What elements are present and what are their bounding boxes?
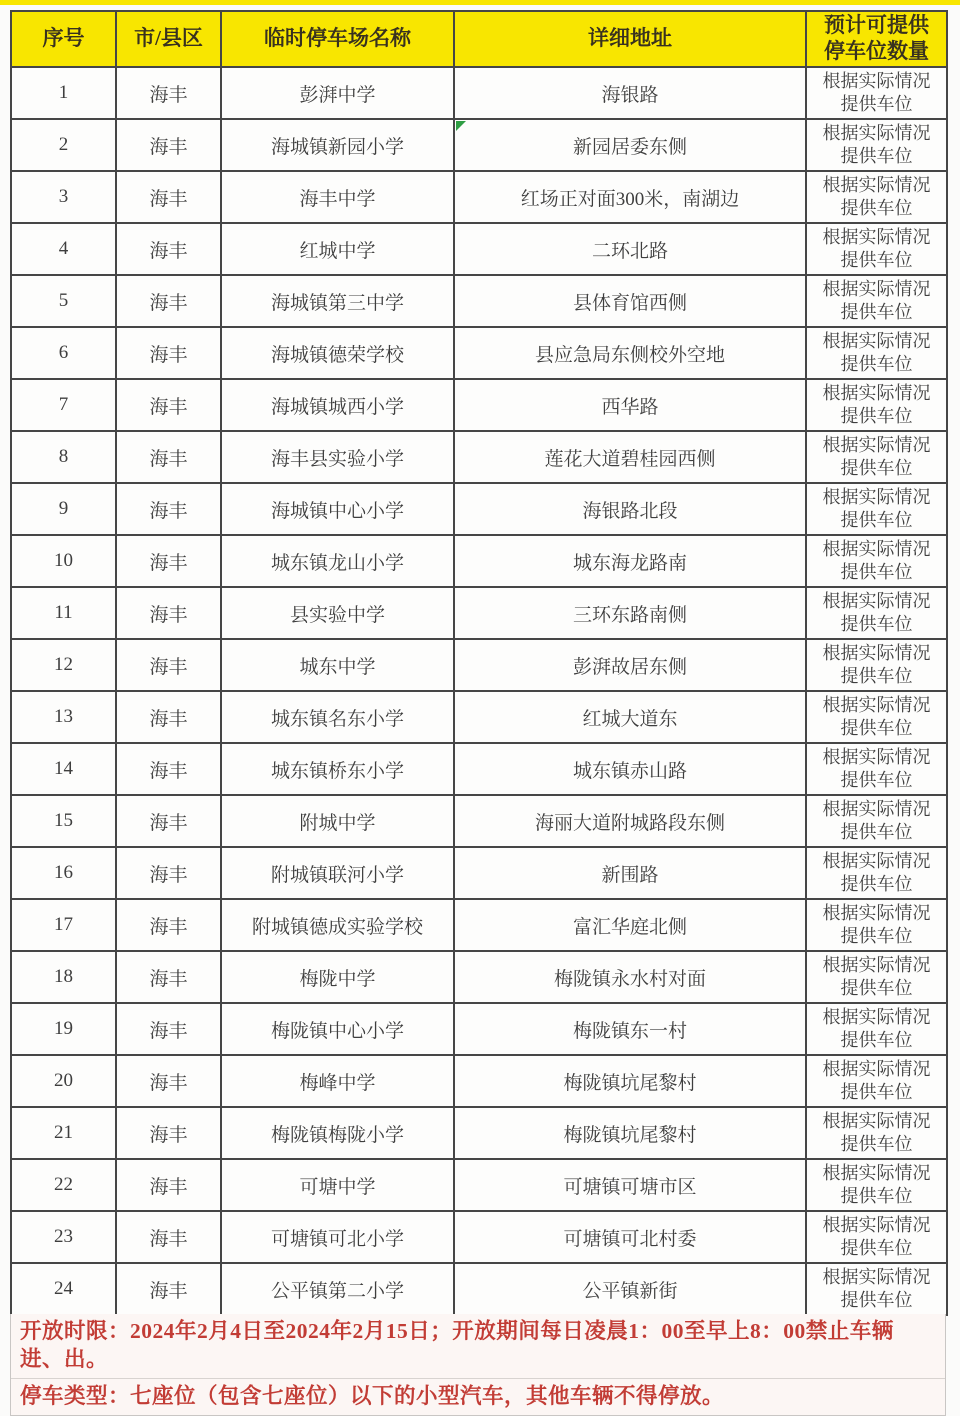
cell-district: 海丰 (116, 535, 221, 587)
table-row (11, 847, 947, 899)
yellow-top-strip (0, 0, 960, 5)
cell-seq: 5 (11, 275, 116, 327)
cell-seq: 12 (11, 639, 116, 691)
cell-lot-name: 海丰中学 (221, 171, 454, 223)
cell-district: 海丰 (116, 1211, 221, 1263)
cell-capacity: 根据实际情况提供车位 (806, 1055, 947, 1107)
cell-address: 二环北路 (454, 223, 806, 275)
cell-seq: 20 (11, 1055, 116, 1107)
cell-address: 海银路北段 (454, 483, 806, 535)
cell-capacity: 根据实际情况提供车位 (806, 795, 947, 847)
cell-capacity: 根据实际情况提供车位 (806, 379, 947, 431)
cell-seq: 16 (11, 847, 116, 899)
table-row (11, 639, 947, 691)
cell-seq: 21 (11, 1107, 116, 1159)
table-row (11, 691, 947, 743)
cell-address: 三环东路南侧 (454, 587, 806, 639)
cell-lot-name: 红城中学 (221, 223, 454, 275)
header-row (11, 11, 947, 67)
cell-district: 海丰 (116, 1055, 221, 1107)
cell-seq: 1 (11, 67, 116, 119)
table-row (11, 1107, 947, 1159)
cell-seq: 3 (11, 171, 116, 223)
cell-address: 莲花大道碧桂园西侧 (454, 431, 806, 483)
cell-district: 海丰 (116, 223, 221, 275)
cell-lot-name: 公平镇第二小学 (221, 1263, 454, 1315)
cell-capacity: 根据实际情况提供车位 (806, 1107, 947, 1159)
cell-district: 海丰 (116, 327, 221, 379)
cell-seq: 8 (11, 431, 116, 483)
cell-capacity: 根据实际情况提供车位 (806, 743, 947, 795)
note-open-hours: 开放时限：2024年2月4日至2024年2月15日；开放期间每日凌晨1：00至早上8：00禁止车辆进、出。 (20, 1319, 894, 1371)
cell-address: 西华路 (454, 379, 806, 431)
cell-lot-name: 彭湃中学 (221, 67, 454, 119)
cell-lot-name: 县实验中学 (221, 587, 454, 639)
cell-lot-name: 海城镇第三中学 (221, 275, 454, 327)
cell-address: 可塘镇可塘市区 (454, 1159, 806, 1211)
cell-seq: 14 (11, 743, 116, 795)
cell-capacity: 根据实际情况提供车位 (806, 1003, 947, 1055)
cell-capacity: 根据实际情况提供车位 (806, 587, 947, 639)
cell-lot-name: 海城镇德荣学校 (221, 327, 454, 379)
table-row (11, 1055, 947, 1107)
cell-address: 县体育馆西侧 (454, 275, 806, 327)
cell-capacity: 根据实际情况提供车位 (806, 1211, 947, 1263)
table-row (11, 67, 947, 119)
header-district: 市/县区 (116, 11, 221, 67)
cell-seq: 24 (11, 1263, 116, 1315)
cell-lot-name: 海城镇新园小学 (221, 119, 454, 171)
cell-address: 富汇华庭北侧 (454, 899, 806, 951)
table-row (11, 119, 947, 171)
table-row (11, 275, 947, 327)
cell-district: 海丰 (116, 691, 221, 743)
header-address: 详细地址 (454, 11, 806, 67)
cell-capacity: 根据实际情况提供车位 (806, 327, 947, 379)
cell-district: 海丰 (116, 379, 221, 431)
table-row (11, 1003, 947, 1055)
table-row (11, 327, 947, 379)
cell-seq: 22 (11, 1159, 116, 1211)
table-row (11, 223, 947, 275)
cell-address: 梅陇镇永水村对面 (454, 951, 806, 1003)
cell-lot-name: 海城镇中心小学 (221, 483, 454, 535)
table-row (11, 483, 947, 535)
cell-lot-name: 城东中学 (221, 639, 454, 691)
cell-capacity: 根据实际情况提供车位 (806, 223, 947, 275)
cell-capacity: 根据实际情况提供车位 (806, 951, 947, 1003)
table-row (11, 535, 947, 587)
cell-lot-name: 海丰县实验小学 (221, 431, 454, 483)
cell-capacity: 根据实际情况提供车位 (806, 171, 947, 223)
cell-address: 梅陇镇东一村 (454, 1003, 806, 1055)
cell-seq: 6 (11, 327, 116, 379)
cell-address: 新园居委东侧 (454, 119, 806, 171)
cell-lot-name: 梅陇镇梅陇小学 (221, 1107, 454, 1159)
cell-district: 海丰 (116, 795, 221, 847)
cell-seq: 19 (11, 1003, 116, 1055)
cell-capacity: 根据实际情况提供车位 (806, 483, 947, 535)
cell-lot-name: 梅陇镇中心小学 (221, 1003, 454, 1055)
cell-lot-name: 海城镇城西小学 (221, 379, 454, 431)
table-row (11, 795, 947, 847)
table-row (11, 1211, 947, 1263)
cell-seq: 7 (11, 379, 116, 431)
cell-district: 海丰 (116, 1003, 221, 1055)
cell-lot-name: 城东镇龙山小学 (221, 535, 454, 587)
cell-lot-name: 附城中学 (221, 795, 454, 847)
cell-capacity: 根据实际情况提供车位 (806, 431, 947, 483)
cell-capacity: 根据实际情况提供车位 (806, 1263, 947, 1315)
cell-capacity: 根据实际情况提供车位 (806, 1159, 947, 1211)
notes-section (10, 1314, 946, 1416)
table-body (11, 67, 947, 1315)
cell-capacity: 根据实际情况提供车位 (806, 899, 947, 951)
cell-lot-name: 梅陇中学 (221, 951, 454, 1003)
cell-seq: 2 (11, 119, 116, 171)
cell-address: 可塘镇可北村委 (454, 1211, 806, 1263)
cell-lot-name: 梅峰中学 (221, 1055, 454, 1107)
cell-lot-name: 可塘中学 (221, 1159, 454, 1211)
parking-lots-table (10, 10, 948, 1316)
cell-district: 海丰 (116, 743, 221, 795)
cell-address: 海丽大道附城路段东侧 (454, 795, 806, 847)
cell-address: 公平镇新街 (454, 1263, 806, 1315)
cell-address: 县应急局东侧校外空地 (454, 327, 806, 379)
header-lot-name: 临时停车场名称 (221, 11, 454, 67)
cell-lot-name: 附城镇德成实验学校 (221, 899, 454, 951)
table-row (11, 1263, 947, 1315)
cell-address: 新围路 (454, 847, 806, 899)
header-seq: 序号 (11, 11, 116, 67)
cell-seq: 4 (11, 223, 116, 275)
cell-lot-name: 城东镇名东小学 (221, 691, 454, 743)
table-row (11, 379, 947, 431)
cell-address: 梅陇镇坑尾黎村 (454, 1107, 806, 1159)
table-row (11, 951, 947, 1003)
cell-district: 海丰 (116, 119, 221, 171)
cell-seq: 17 (11, 899, 116, 951)
cell-address: 海银路 (454, 67, 806, 119)
cell-address: 城东镇赤山路 (454, 743, 806, 795)
cell-capacity: 根据实际情况提供车位 (806, 67, 947, 119)
cell-address: 红城大道东 (454, 691, 806, 743)
cell-lot-name: 附城镇联河小学 (221, 847, 454, 899)
cell-district: 海丰 (116, 1159, 221, 1211)
cell-capacity: 根据实际情况提供车位 (806, 847, 947, 899)
cell-seq: 18 (11, 951, 116, 1003)
cell-district: 海丰 (116, 67, 221, 119)
table-row (11, 1159, 947, 1211)
cell-district: 海丰 (116, 847, 221, 899)
cell-seq: 11 (11, 587, 116, 639)
cell-district: 海丰 (116, 275, 221, 327)
table-row (11, 171, 947, 223)
cell-seq: 15 (11, 795, 116, 847)
cell-address: 彭湃故居东侧 (454, 639, 806, 691)
cell-capacity: 根据实际情况提供车位 (806, 119, 947, 171)
cell-capacity: 根据实际情况提供车位 (806, 275, 947, 327)
cell-district: 海丰 (116, 171, 221, 223)
header-capacity: 预计可提供停车位数量 (806, 11, 947, 67)
cell-address: 梅陇镇坑尾黎村 (454, 1055, 806, 1107)
cell-lot-name: 可塘镇可北小学 (221, 1211, 454, 1263)
cell-capacity: 根据实际情况提供车位 (806, 691, 947, 743)
cell-district: 海丰 (116, 639, 221, 691)
cell-corner-marker-icon (456, 121, 466, 131)
cell-capacity: 根据实际情况提供车位 (806, 535, 947, 587)
cell-seq: 23 (11, 1211, 116, 1263)
cell-seq: 10 (11, 535, 116, 587)
cell-district: 海丰 (116, 483, 221, 535)
cell-capacity: 根据实际情况提供车位 (806, 639, 947, 691)
cell-district: 海丰 (116, 431, 221, 483)
cell-address: 红场正对面300米，南湖边 (454, 171, 806, 223)
cell-district: 海丰 (116, 1263, 221, 1315)
cell-district: 海丰 (116, 951, 221, 1003)
cell-district: 海丰 (116, 587, 221, 639)
table-row (11, 743, 947, 795)
table-row (11, 899, 947, 951)
table-row (11, 431, 947, 483)
note-vehicle-type: 停车类型：七座位（包含七座位）以下的小型汽车，其他车辆不得停放。 (11, 1378, 945, 1415)
cell-seq: 13 (11, 691, 116, 743)
cell-district: 海丰 (116, 1107, 221, 1159)
table-row (11, 587, 947, 639)
cell-district: 海丰 (116, 899, 221, 951)
cell-seq: 9 (11, 483, 116, 535)
cell-lot-name: 城东镇桥东小学 (221, 743, 454, 795)
cell-address: 城东海龙路南 (454, 535, 806, 587)
